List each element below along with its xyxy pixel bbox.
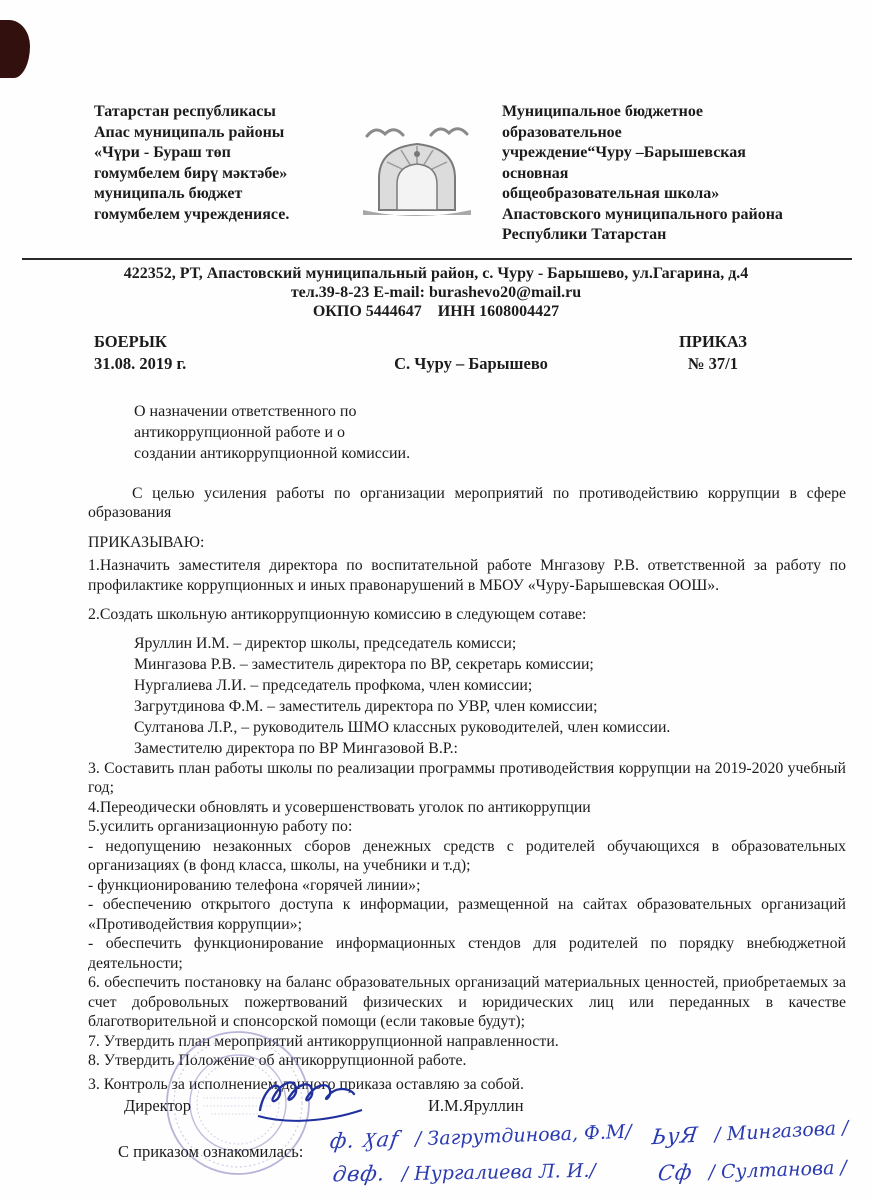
paragraph-5: 5.усилить организационную работу по:: [88, 818, 353, 835]
letterhead-line: основная: [502, 164, 569, 182]
emblem-container: [332, 102, 502, 246]
subject-line: антикоррупционной работе и о: [134, 423, 346, 441]
subject-line: О назначении ответственного по: [134, 402, 357, 420]
pen-scribble: Сф: [656, 1160, 695, 1186]
signer-role: Директор: [124, 1096, 191, 1115]
paragraph-3: 3. Составить план работы школы по реализации программы противодействия коррупции на 2019-2020 учебный год;: [88, 759, 846, 796]
letterhead-line: Апастовского муниципального района: [502, 205, 783, 223]
order-heading: ПРИКАЗЫВАЮ:: [88, 533, 205, 551]
letterhead-line: «Чүри - Бураш төп: [94, 144, 231, 161]
school-emblem-icon: [353, 118, 481, 218]
intro-paragraph: С целью усиления работы по организации мероприятий по противодействию коррупции в сфере образования: [88, 484, 846, 521]
order-meta-row: [0, 321, 872, 375]
commission-member: Яруллин И.М. – директор школы, председатель комисси;: [134, 634, 517, 652]
handwritten-signature-mingazova: [652, 1115, 850, 1149]
paragraph-2: 2.Создать школьную антикоррупционную комиссию в следующем сотаве:: [88, 606, 587, 623]
commission-member: Нургалиева Л.И. – председатель профкома, член комиссии;: [134, 676, 533, 694]
bullet-1: - недопущению незаконных сборов денежных средств с родителей обучающихся в образовательных организациях (в фонд класса, школы, на учебники и т.д);: [88, 837, 846, 874]
letterhead-line: Республики Татарстан: [502, 226, 667, 243]
bullet-4: - обеспечить функционирование информационных стендов для родителей по порядку внебюджетной деятельности;: [88, 935, 846, 972]
pen-scribble: двф.: [331, 1161, 388, 1187]
order-meta-left: [94, 331, 334, 375]
handwritten-name: / Загрутдинова, Ф.М/: [414, 1120, 633, 1151]
handwritten-signature-nurgalieva: [333, 1158, 596, 1187]
letterhead-line: Муниципальное бюджетное: [502, 103, 703, 120]
order-meta-right: [608, 331, 848, 375]
letterhead-line: муниципаль бюджет: [94, 185, 243, 202]
paragraph-4: 4.Переодически обновлять и усовершенствовать уголок по антикоррупции: [88, 798, 591, 816]
pen-scribble: ф. Ӽаf: [328, 1126, 401, 1154]
letterhead-line: образовательное: [502, 123, 622, 141]
paragraph-6: 6. обеспечить постановку на баланс образовательных организаций материальных ценностей, приобретаемых за счет добровольных пожертвований физических и юридических лиц или переданных в качестве благотворительной и спонсорской помощи (если таковые будут);: [88, 974, 846, 1030]
order-body: [88, 484, 846, 1095]
acknowledgement-label: С приказом ознакомилась:: [118, 1142, 304, 1161]
order-number: № 37/1: [687, 353, 739, 373]
letterhead-tatar-block: [94, 102, 332, 246]
commission-member: Мингазова Р.В. – заместитель директора по ВР, секретарь комиссии;: [134, 655, 594, 673]
handwritten-signature-sultanova: [658, 1155, 848, 1186]
paragraph-1: 1.Назначить заместителя директора по воспитательной работе Мнгазову Р.В. ответственной за работу по профилактике коррупционных и иных правонарушений в МБОУ «Чуру-Барышевская ООШ».: [88, 557, 846, 594]
order-date: 31.08. 2019 г.: [94, 353, 187, 373]
header-divider: [22, 258, 852, 260]
signer-name: И.М.Яруллин: [428, 1096, 524, 1115]
commission-member: Заместителю директора по ВР Мингазовой В.Р.:: [134, 739, 458, 757]
letterhead-line: Татарстан республикасы: [94, 103, 276, 120]
order-place: С. Чуру – Барышево: [394, 353, 548, 373]
paragraph-8: 8. Утвердить Положение об антикоррупционной работе.: [88, 1052, 467, 1069]
phone-email-line: тел.39-8-23 E-mail: burashevo20@mail.ru: [290, 283, 582, 301]
bullet-3: - обеспечению открытого доступа к информации, размещенной на сайтах образовательных организаций «Противодействия коррупции»;: [88, 896, 846, 933]
letterhead-line: гомумбелем бирү мәктәбе»: [94, 164, 288, 182]
order-title-tatar: БОЕРЫК: [94, 331, 167, 351]
letterhead-line: гомумбелем учреждениясе.: [94, 205, 290, 223]
address-line: 422352, РТ, Апастовский муниципальный район, с. Чуру - Барышево, ул.Гагарина, д.4: [123, 264, 749, 282]
paragraph-9: 3. Контроль за исполнением данного приказа оставляю за собой.: [88, 1075, 524, 1093]
subject-line: создании антикоррупционной комиссии.: [134, 444, 411, 462]
contact-block: [0, 264, 872, 321]
pen-scribble: ЬуЯ: [650, 1122, 700, 1150]
order-title-russian: ПРИКАЗ: [679, 331, 747, 351]
letterhead-line: общеобразовательная школа»: [502, 185, 720, 202]
commission-member: Загрутдинова Ф.М. – заместитель директора по УВР, член комиссии;: [134, 697, 598, 715]
letterhead: [0, 0, 872, 246]
signature-row: [88, 1096, 846, 1116]
letterhead-russian-block: [502, 102, 846, 246]
paragraph-7: 7. Утвердить план мероприятий антикоррупционной направленности.: [88, 1032, 559, 1050]
commission-members-list: [88, 633, 846, 759]
letterhead-line: учреждение“Чуру –Барышевская: [502, 144, 746, 161]
commission-member: Султанова Л.Р., – руководитель ШМО классных руководителей, член комиссии.: [134, 718, 671, 736]
handwritten-name: / Султанова /: [708, 1156, 848, 1184]
handwritten-signature-zagrutdinova: [330, 1119, 632, 1155]
letterhead-line: Апас муниципаль районы: [94, 123, 285, 141]
handwritten-name: / Мингазова /: [713, 1116, 850, 1146]
handwritten-name: / Нургалиева Л. И./: [401, 1159, 596, 1186]
okpo-inn-line: ОКПО 5444647 ИНН 1608004427: [312, 302, 560, 320]
bullet-2: - функционированию телефона «горячей линии»;: [88, 876, 421, 894]
order-subject: [134, 401, 574, 464]
